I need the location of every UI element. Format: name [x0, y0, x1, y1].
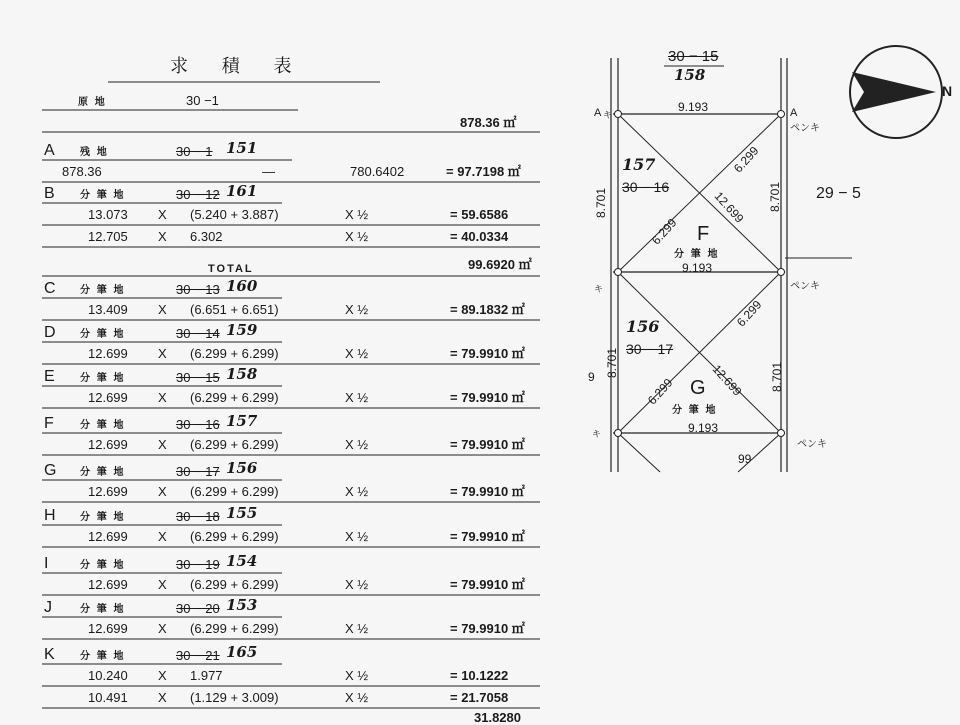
- plan-top-new-parcel: 158: [674, 66, 706, 84]
- dim-f-diag-short-1: 6.299: [731, 143, 762, 176]
- row-I-line-1-col-5: = 79.9910 ㎡: [450, 577, 525, 592]
- row-F-line-1-col-2: X: [158, 437, 167, 452]
- row-D-line-1-col-3: (6.299 + 6.299): [190, 346, 279, 361]
- plan-diagonal-h1: [618, 433, 660, 472]
- dim-right-side-1: 8.701: [768, 181, 782, 212]
- dim-top-width: 9.193: [678, 100, 709, 114]
- mark-stray-nine: 9: [588, 370, 595, 384]
- row-id-F: F: [44, 415, 54, 432]
- row-C-line-1-col-1: 13.409: [88, 302, 128, 317]
- row-C-line-1-col-3: (6.651 + 6.651): [190, 302, 279, 317]
- row-B-line-1-col-4: X ½: [345, 207, 369, 222]
- row-G-line-1-col-5: = 79.9910 ㎡: [450, 484, 525, 499]
- row-A-value-2: 780.6402: [350, 164, 405, 179]
- row-K-line-2-col-3: (1.129 + 3.009): [190, 690, 279, 705]
- row-B-line-1-col-5: = 59.6586: [450, 207, 509, 222]
- row-kind-D: 分 筆 地: [80, 329, 126, 340]
- mark-a-left: A: [594, 107, 602, 119]
- row-I-line-1-col-4: X ½: [345, 577, 369, 592]
- row-K-line-1-col-5: = 10.1222: [450, 668, 509, 683]
- origin-value: 30 −1: [186, 93, 219, 108]
- row-kind-B: 分 筆 地: [80, 190, 126, 201]
- row-G-line-1-col-1: 12.699: [88, 484, 128, 499]
- plan-lot-old-parcel-F: 30 − 16: [622, 179, 670, 195]
- dim-g-diag-short-2: 6.299: [645, 375, 676, 408]
- total-value: 99.6920 ㎡: [468, 257, 532, 272]
- survey-point-3: [615, 269, 622, 276]
- row-K-total: 31.8280: [474, 710, 521, 725]
- row-new-parcel-F: 157: [226, 412, 258, 430]
- row-old-parcel-G: 30 − 17: [176, 464, 220, 479]
- plan-lot-old-parcel-G: 30 − 17: [626, 341, 674, 357]
- row-F-line-1-col-5: = 79.9910 ㎡: [450, 437, 525, 452]
- mark-ki-left-2: キ: [594, 284, 604, 294]
- row-kind-F: 分 筆 地: [80, 420, 126, 431]
- row-old-parcel-H: 30 − 18: [176, 509, 220, 524]
- row-kind-G: 分 筆 地: [80, 467, 126, 478]
- row-H-line-1-col-1: 12.699: [88, 529, 128, 544]
- row-old-parcel-J: 30 − 20: [176, 601, 220, 616]
- row-new-parcel-J: 153: [226, 596, 258, 614]
- row-E-line-1-col-4: X ½: [345, 390, 369, 405]
- row-id-B: B: [44, 185, 55, 202]
- plan-top-old-parcel: 30 − 15: [668, 48, 719, 65]
- row-old-parcel-E: 30 − 15: [176, 370, 220, 385]
- row-kind-E: 分 筆 地: [80, 373, 126, 384]
- row-J-line-1-col-1: 12.699: [88, 621, 128, 636]
- row-A-value-1: 878.36: [62, 164, 102, 179]
- row-new-parcel-C: 160: [226, 277, 258, 295]
- row-K-line-1-col-1: 10.240: [88, 668, 128, 683]
- row-new-parcel-B: 161: [226, 182, 258, 200]
- row-kind-K: 分 筆 地: [80, 651, 126, 662]
- row-G-line-1-col-2: X: [158, 484, 167, 499]
- row-kind-H: 分 筆 地: [80, 512, 126, 523]
- row-H-line-1-col-3: (6.299 + 6.299): [190, 529, 279, 544]
- row-id-E: E: [44, 368, 55, 385]
- row-B-line-2-col-5: = 40.0334: [450, 229, 509, 244]
- row-new-parcel-E: 158: [226, 365, 258, 383]
- row-old-parcel-K: 30 − 21: [176, 648, 220, 663]
- row-id-J: J: [44, 599, 52, 616]
- mark-penki-1: ペンキ: [790, 123, 820, 134]
- row-id-D: D: [44, 324, 56, 341]
- row-H-line-1-col-4: X ½: [345, 529, 369, 544]
- row-F-line-1-col-3: (6.299 + 6.299): [190, 437, 279, 452]
- survey-point-5: [615, 430, 622, 437]
- row-K-line-1-col-2: X: [158, 668, 167, 683]
- row-E-line-1-col-2: X: [158, 390, 167, 405]
- row-old-parcel-F: 30 − 16: [176, 417, 220, 432]
- survey-point-6: [778, 430, 785, 437]
- survey-point-2: [778, 111, 785, 118]
- row-C-line-1-col-4: X ½: [345, 302, 369, 317]
- origin-label: 原 地: [78, 97, 107, 108]
- row-new-parcel-D: 159: [226, 321, 258, 339]
- row-id-C: C: [44, 280, 56, 297]
- row-I-line-1-col-3: (6.299 + 6.299): [190, 577, 279, 592]
- row-id-G: G: [44, 462, 57, 479]
- plan-neighbor-parcel: 29 − 5: [816, 185, 861, 202]
- row-K-line-2-col-2: X: [158, 690, 167, 705]
- row-B-line-1-col-2: X: [158, 207, 167, 222]
- row-id-A: A: [44, 142, 55, 159]
- row-I-line-1-col-2: X: [158, 577, 167, 592]
- row-new-parcel-A: 151: [226, 139, 258, 157]
- dim-g-diag-short-1: 6.299: [734, 297, 765, 330]
- row-id-K: K: [44, 646, 55, 663]
- dim-mid-width: 9.193: [682, 261, 713, 275]
- row-G-line-1-col-4: X ½: [345, 484, 369, 499]
- row-old-parcel-D: 30 − 14: [176, 326, 220, 341]
- plan-lot-label-G: 分 筆 地: [672, 405, 718, 416]
- dim-bottom-width: 9.193: [688, 421, 719, 435]
- mark-penki-3: ペンキ: [797, 439, 827, 450]
- row-id-I: I: [44, 555, 49, 572]
- dim-left-side-1: 8.701: [594, 187, 608, 218]
- survey-point-4: [778, 269, 785, 276]
- row-new-parcel-K: 165: [226, 643, 258, 661]
- row-J-line-1-col-2: X: [158, 621, 167, 636]
- survey-point-1: [615, 111, 622, 118]
- row-B-line-2-col-4: X ½: [345, 229, 369, 244]
- row-J-line-1-col-4: X ½: [345, 621, 369, 636]
- row-E-line-1-col-5: = 79.9910 ㎡: [450, 390, 525, 405]
- row-G-line-1-col-3: (6.299 + 6.299): [190, 484, 279, 499]
- mark-a-right: A: [790, 107, 798, 119]
- row-old-parcel-B: 30 − 12: [176, 187, 220, 202]
- row-K-line-2-col-4: X ½: [345, 690, 369, 705]
- mark-penki-2: ペンキ: [790, 281, 820, 292]
- row-new-parcel-G: 156: [226, 459, 258, 477]
- dim-right-side-2: 8.701: [770, 361, 784, 392]
- row-C-line-1-col-2: X: [158, 302, 167, 317]
- row-D-line-1-col-2: X: [158, 346, 167, 361]
- row-id-H: H: [44, 507, 56, 524]
- row-J-line-1-col-5: = 79.9910 ㎡: [450, 621, 525, 636]
- plan-lot-new-parcel-G: 156: [626, 317, 660, 336]
- row-D-line-1-col-5: = 79.9910 ㎡: [450, 346, 525, 361]
- row-kind-C: 分 筆 地: [80, 285, 126, 296]
- dim-f-diag-short-2: 6.299: [649, 215, 680, 248]
- row-new-parcel-I: 154: [226, 552, 258, 570]
- row-B-line-2-col-3: 6.302: [190, 229, 223, 244]
- row-B-line-1-col-3: (5.240 + 3.887): [190, 207, 279, 222]
- dim-f-diag-long: 12.699: [711, 189, 747, 226]
- row-kind-I: 分 筆 地: [80, 560, 126, 571]
- row-A-result: = 97.7198 ㎡: [446, 164, 521, 179]
- row-D-line-1-col-1: 12.699: [88, 346, 128, 361]
- plan-lot-label-F: 分 筆 地: [674, 249, 720, 260]
- row-E-line-1-col-1: 12.699: [88, 390, 128, 405]
- row-K-line-1-col-4: X ½: [345, 668, 369, 683]
- row-F-line-1-col-1: 12.699: [88, 437, 128, 452]
- row-C-line-1-col-5: = 89.1832 ㎡: [450, 302, 525, 317]
- row-I-line-1-col-1: 12.699: [88, 577, 128, 592]
- row-H-line-1-col-2: X: [158, 529, 167, 544]
- row-old-parcel-C: 30 − 13: [176, 282, 220, 297]
- row-kind-A: 残 地: [80, 147, 109, 158]
- mark-ki-left-1: キ: [603, 110, 613, 120]
- dim-cut-fragment: 99: [738, 452, 752, 466]
- row-K-line-2-col-1: 10.491: [88, 690, 128, 705]
- row-old-parcel-A: 30 − 1: [176, 144, 213, 159]
- row-F-line-1-col-4: X ½: [345, 437, 369, 452]
- dim-g-diag-long: 12.699: [709, 362, 745, 399]
- row-H-line-1-col-5: = 79.9910 ㎡: [450, 529, 525, 544]
- row-J-line-1-col-3: (6.299 + 6.299): [190, 621, 279, 636]
- dim-left-side-2: 8.701: [605, 347, 619, 378]
- plan-lot-letter-G: G: [690, 377, 706, 399]
- row-old-parcel-I: 30 − 19: [176, 557, 220, 572]
- row-B-line-2-col-2: X: [158, 229, 167, 244]
- plan-lot-new-parcel-F: 157: [622, 155, 656, 174]
- north-label: N: [942, 83, 953, 99]
- north-arrow-icon: [852, 72, 936, 112]
- origin-area: 878.36 ㎡: [460, 115, 517, 130]
- row-D-line-1-col-4: X ½: [345, 346, 369, 361]
- document-title: 求 積 表: [170, 56, 306, 77]
- row-B-line-1-col-1: 13.073: [88, 207, 128, 222]
- row-K-line-2-col-5: = 21.7058: [450, 690, 509, 705]
- row-K-line-1-col-3: 1.977: [190, 668, 223, 683]
- row-E-line-1-col-3: (6.299 + 6.299): [190, 390, 279, 405]
- row-A-dash: —: [262, 164, 275, 179]
- plan-lot-letter-F: F: [697, 223, 710, 245]
- row-B-line-2-col-1: 12.705: [88, 229, 128, 244]
- row-new-parcel-H: 155: [226, 504, 258, 522]
- total-label: TOTAL: [208, 263, 254, 275]
- mark-ki-left-3: キ: [592, 429, 602, 439]
- row-kind-J: 分 筆 地: [80, 604, 126, 615]
